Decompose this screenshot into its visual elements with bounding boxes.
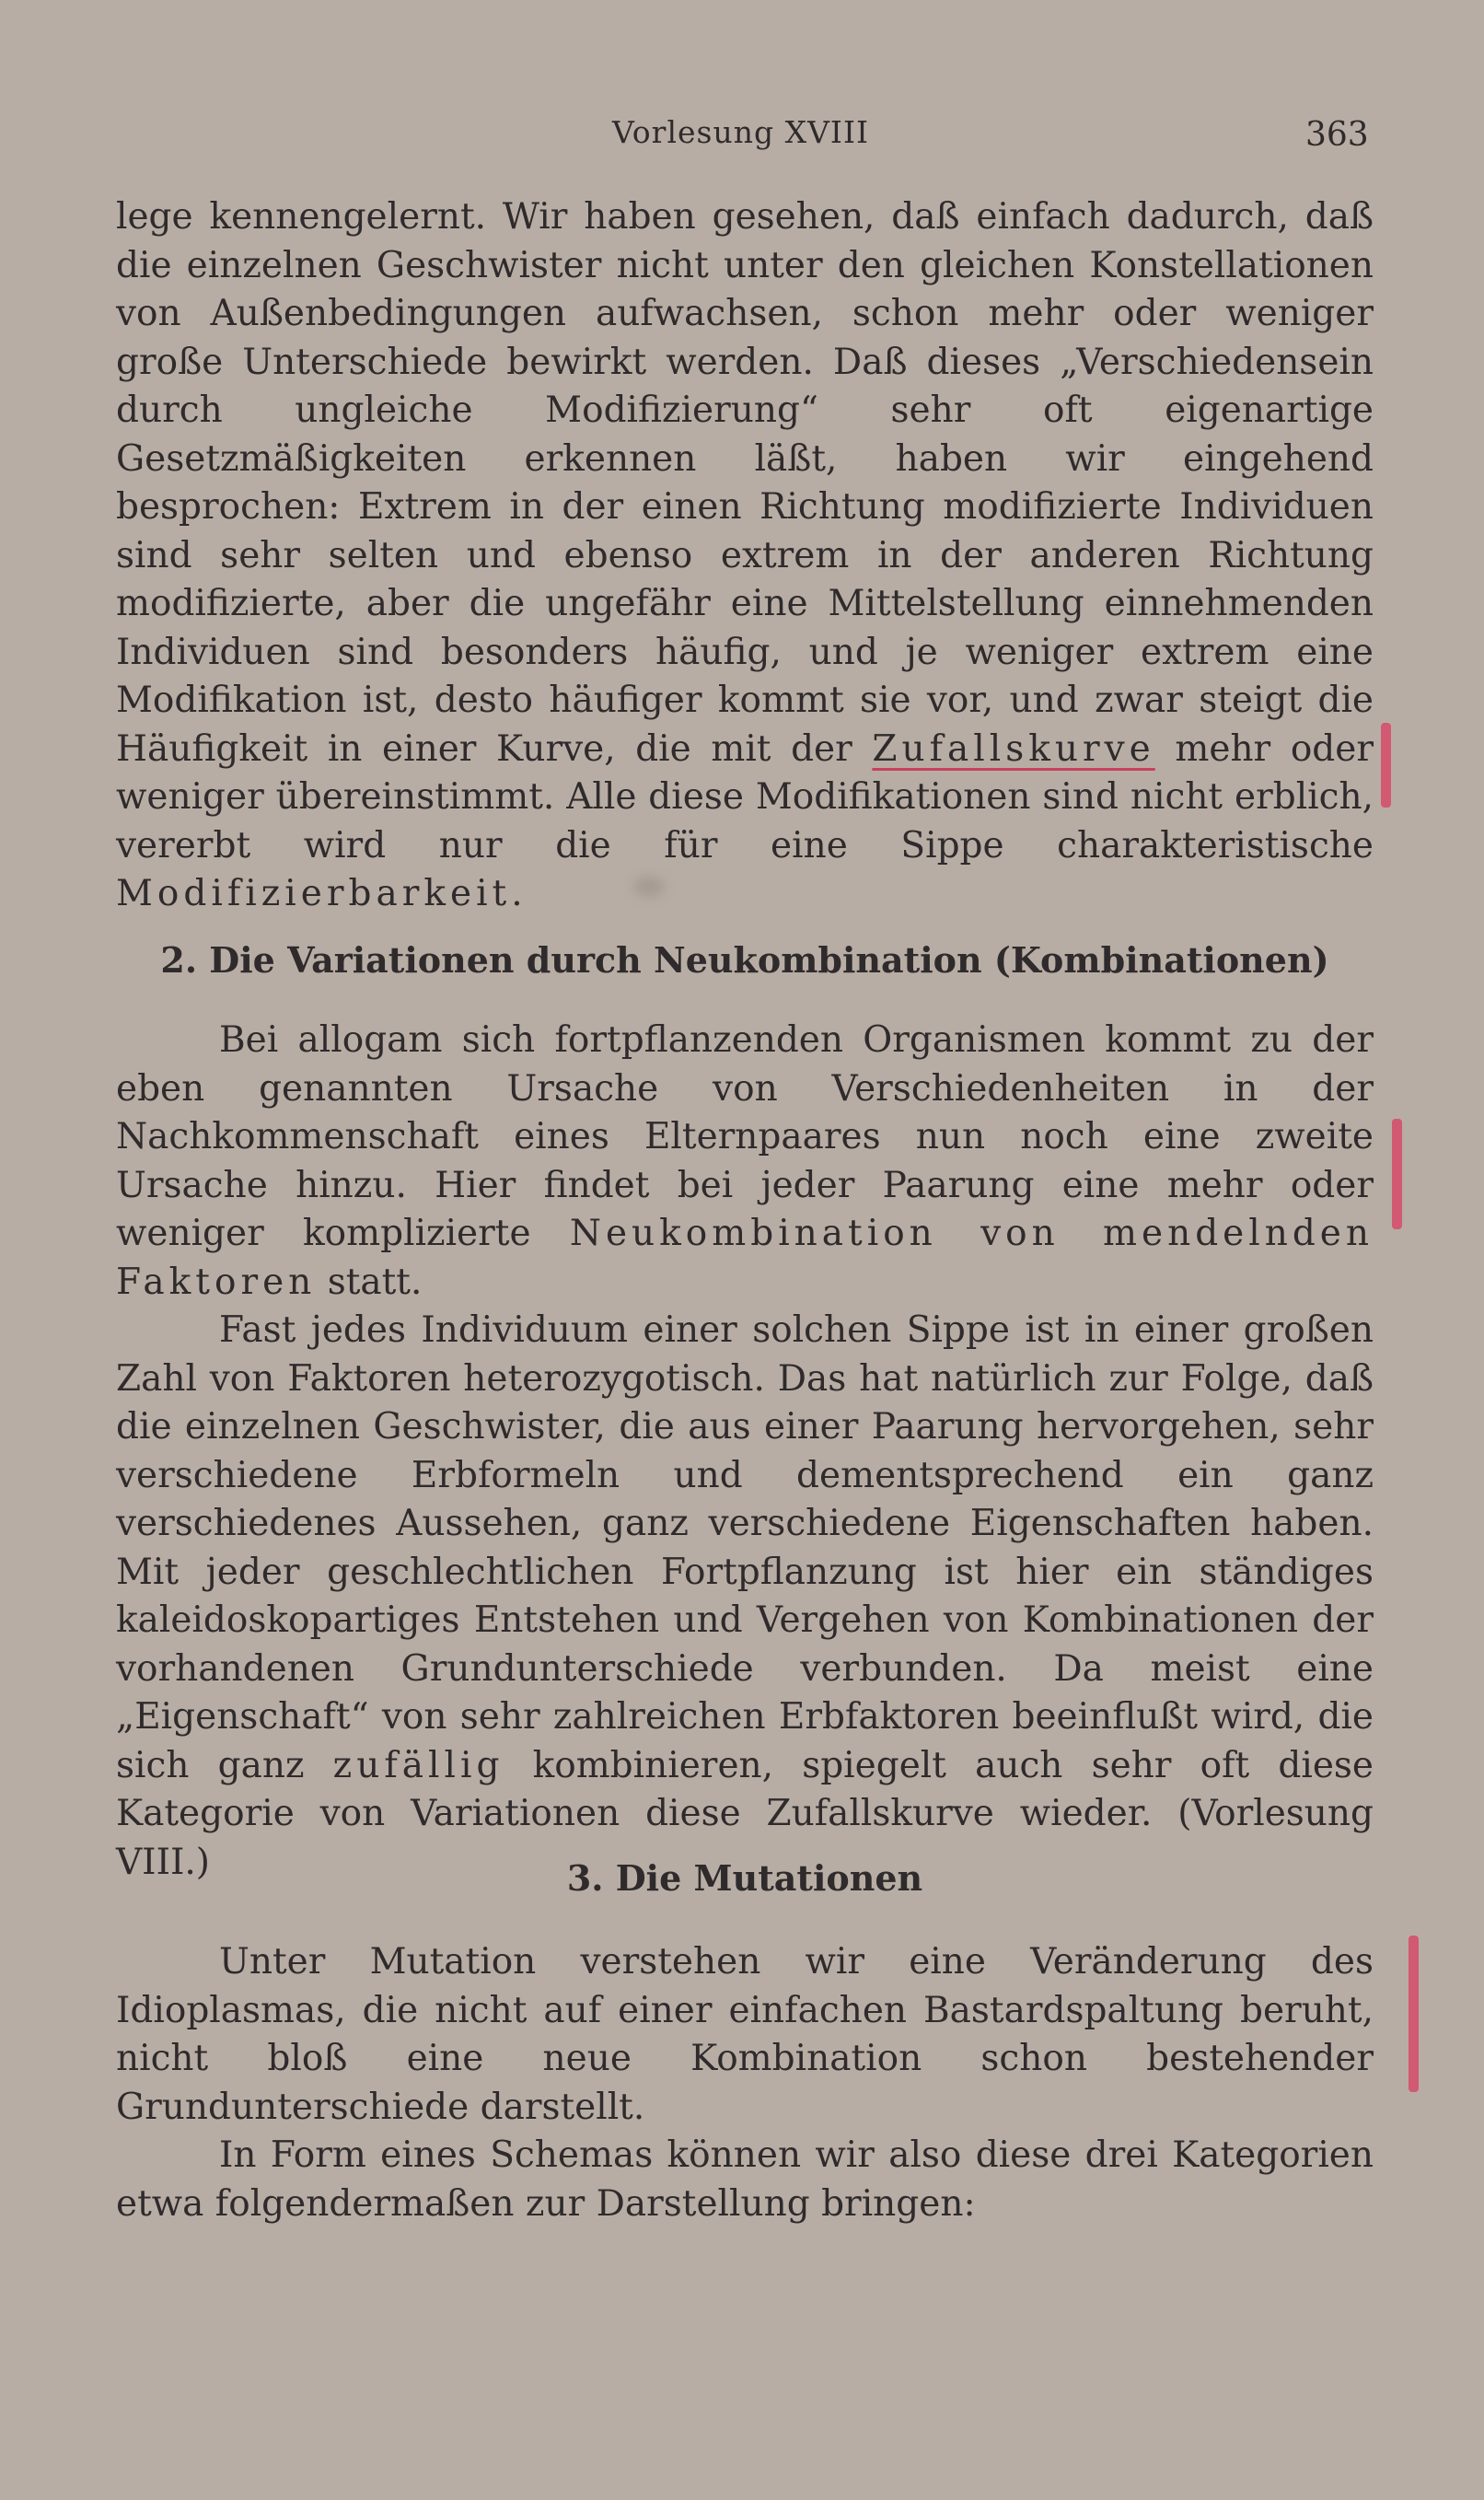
- section-3-text: [116, 1938, 1374, 2228]
- red-margin-mark: [1392, 1119, 1402, 1229]
- text-run: kombinieren, spiegelt auch sehr oft diese Kategorie von Variationen diese Zufallskurve wieder. (Vorlesung VIII.): [116, 1744, 1374, 1883]
- emphasized-term-zufaellig: zufällig: [332, 1744, 504, 1786]
- emphasized-term-neukombination: Neukombination von mendelnden Faktoren: [116, 1213, 1374, 1303]
- section-2-heading: 2. Die Variationen durch Neukombination (Kombinationen): [160, 939, 1329, 981]
- section-1-text: [116, 193, 1374, 919]
- text-run: mehr oder weniger übereinstimmt. Alle diese Modifikationen sind nicht erblich, vererbt wird nur die für eine Sippe charakteristische: [116, 727, 1374, 866]
- section-3-heading: 3. Die Mutationen: [566, 1857, 923, 1899]
- paragraph: In Form eines Schemas können wir also diese drei Kategorien etwa folgendermaßen zur Darstellung bringen:: [116, 2134, 1374, 2225]
- paragraph: [116, 1017, 1374, 1307]
- text-run: .: [511, 873, 523, 914]
- paragraph: [116, 1307, 1374, 1887]
- text-run: statt.: [316, 1261, 423, 1303]
- running-title: Vorlesung XVIII: [612, 114, 870, 150]
- paragraph: [116, 193, 1374, 919]
- paper-smudge: [633, 877, 665, 897]
- page-header: [0, 110, 1484, 166]
- text-run: lege kennengelernt. Wir haben gesehen, daß einfach dadurch, daß die einzelnen Geschwister nicht unter den gleichen Konstellationen von Außenbedingungen aufwachsen, schon mehr oder weniger große Unterschiede bewirkt werden. Daß dieses „Verschiedensein durch ungleiche Modifizierung“ sehr oft eigenartige Gesetzmäßigkeiten erkennen läßt, haben wir eingehend besprochen: Extrem in der einen Richtung modifizierte Individuen sind sehr selten und ebenso extrem in der anderen Richtung modifizierte, aber die ungefähr eine Mittelstellung einnehmenden Individuen sind besonders häufig, und je weniger extrem eine Modifikation ist, desto häufiger kommt sie vor, und zwar steigt die Häufigkeit in einer Kurve, die mit der: [116, 196, 1374, 770]
- section-2-text: [116, 1017, 1374, 1887]
- paragraph: Unter Mutation verstehen wir eine Veränderung des Idioplasmas, die nicht auf einer einfachen Bastardspaltung beruht, nicht bloß eine neue Kombination schon bestehender Grundunterschiede darstellt.: [116, 1941, 1374, 2128]
- emphasized-term-modifizierbarkeit: Modifizierbarkeit: [116, 873, 512, 914]
- text-run: Bei allogam sich fortpflanzenden Organismen kommt zu der eben genannten Ursache von Verschiedenheiten in der Nachkommenschaft eines Elternpaares nun noch eine zweite Ursache hinzu. Hier findet bei jeder Paarung eine mehr oder weniger komplizierte: [116, 1019, 1374, 1254]
- red-margin-mark: [1409, 1936, 1419, 2092]
- red-margin-mark: [1381, 723, 1391, 808]
- emphasized-term-zufallskurve: Zufallskurve: [872, 727, 1155, 770]
- text-run: Fast jedes Individuum einer solchen Sippe ist in einer großen Zahl von Faktoren heterozygotisch. Das hat natürlich zur Folge, daß die einzelnen Geschwister, die aus einer Paarung hervorgehen, sehr verschiedene Erbformeln und dementsprechend ein ganz verschiedenes Aussehen, ganz verschiedene Eigenschaften haben. Mit jeder geschlechtlichen Fortpflanzung ist hier ein ständiges kaleidoskopartiges Entstehen und Vergehen von Kombinationen der vorhandenen Grundunterschiede verbunden. Da meist eine „Eigenschaft“ von sehr zahlreichen Erbfaktoren beeinflußt wird, die sich ganz: [116, 1309, 1374, 1786]
- page-number: 363: [1305, 116, 1369, 154]
